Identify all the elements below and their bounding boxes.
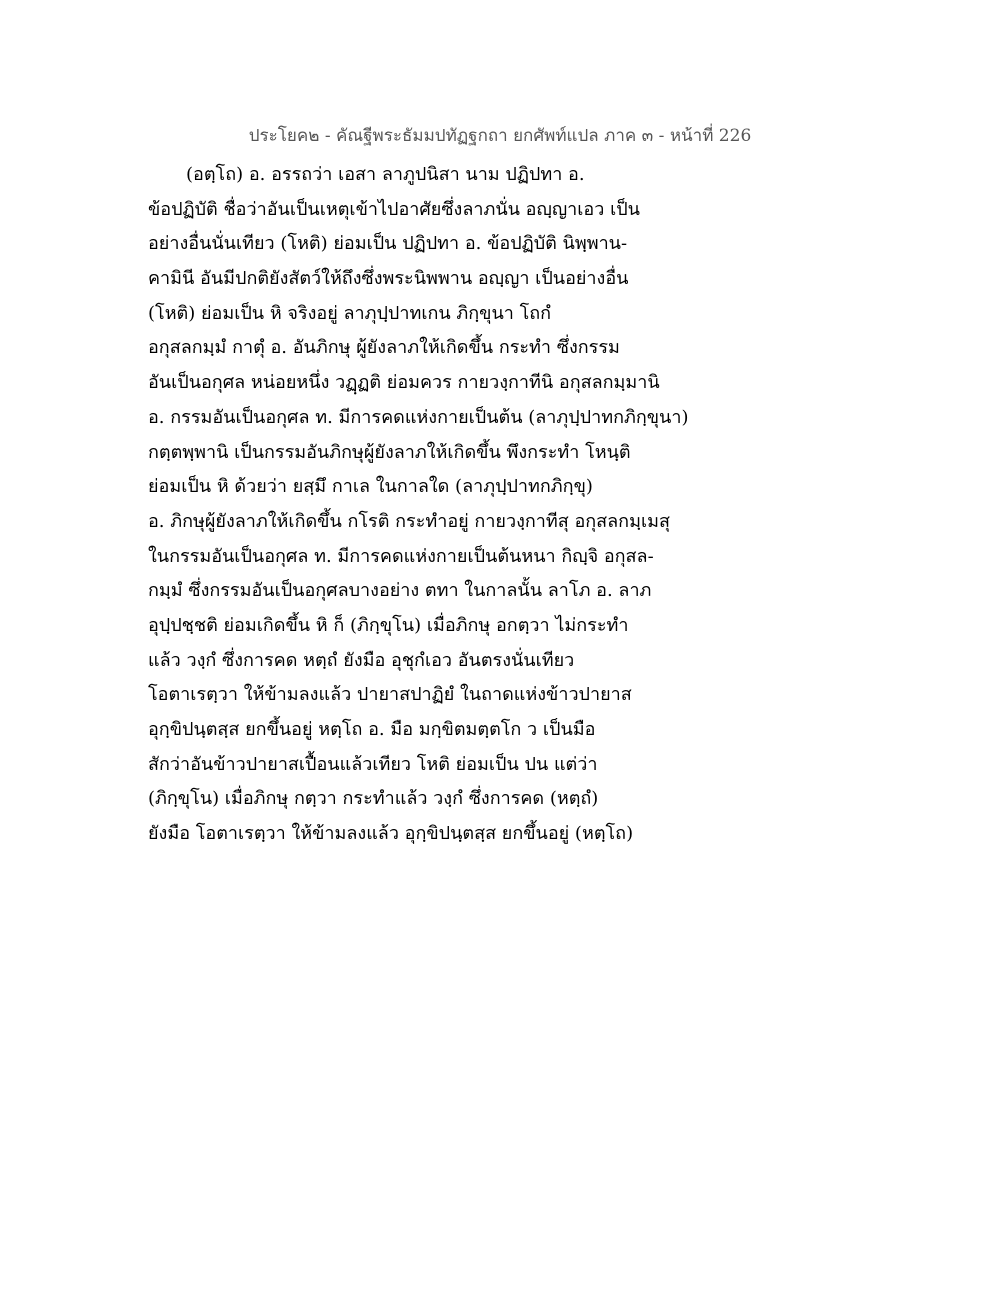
text-line: (ภิกฺขุโน) เมื่อภิกษุ กตฺวา กระทำแล้ว วงฺกํ ซึ่งการคด (หตฺถํ) (148, 788, 599, 810)
text-line: โอตาเรตฺวา ให้ข้ามลงแล้ว ปายาสปาฏิยํ ในถาดแห่งข้าวปายาส (148, 684, 632, 706)
text-line: อย่างอื่นนั่นเทียว (โหติ) ย่อมเป็น ปฏิปทา อ. ข้อปฏิบัติ นิพฺพาน- (148, 233, 628, 255)
text-line: กตฺตพฺพานิ เป็นกรรมอันภิกษุผู้ยังลาภให้เกิดขึ้น พึงกระทำ โหนฺติ (148, 441, 631, 463)
text-line: ในกรรมอันเป็นอกุศล ท. มีการคดแห่งกายเป็นต้นหนา กิญฺจิ อกุสล- (148, 545, 654, 567)
text-line: (อตฺโถ) อ. อรรถว่า เอสา ลาภูปนิสา นาม ปฏิปทา อ. (186, 164, 585, 185)
text-line: ยังมือ โอตาเรตฺวา ให้ข้ามลงแล้ว อุกฺขิปนฺตสฺส ยกขึ้นอยู่ (หตฺโถ) (148, 823, 634, 845)
text-line: อ. ภิกษุผู้ยังลาภให้เกิดขึ้น กโรติ กระทำอยู่ กายวงฺกาทีสุ อกุสลกมฺเมสุ (148, 510, 670, 532)
text-line: (โหติ) ย่อมเป็น หิ จริงอยู่ ลาภุปฺปาทเกน ภิกฺขุนา โถกํ (148, 302, 552, 324)
text-line: อ. กรรมอันเป็นอกุศล ท. มีการคดแห่งกายเป็นต้น (ลาภุปฺปาทกภิกฺขุนา) (148, 406, 689, 428)
text-line: อันเป็นอกุศล หน่อยหนึ่ง วฏฺฏติ ย่อมควร กายวงฺกาทีนิ อกุสลกมฺมานิ (148, 372, 660, 394)
text-line: ข้อปฏิบัติ ชื่อว่าอันเป็นเหตุเข้าไปอาศัยซึ่งลาภนั่น อญฺญาเอว เป็น (148, 198, 640, 220)
page-body-text (148, 158, 848, 852)
text-line: อุกฺขิปนฺตสฺส ยกขึ้นอยู่ หตฺโถ อ. มือ มกฺขิตมตฺตโก ว เป็นมือ (148, 719, 596, 740)
text-line: อุปฺปชฺชติ ย่อมเกิดขึ้น หิ ก็ (ภิกฺขุโน) เมื่อภิกษุ อกตฺวา ไม่กระทำ (148, 614, 629, 636)
text-line: กมฺมํ ซึ่งกรรมอันเป็นอกุศลบางอย่าง ตทา ในกาลนั้น ลาโภ อ. ลาภ (148, 580, 652, 602)
text-line: ย่อมเป็น หิ ด้วยว่า ยสฺมึ กาเล ในกาลใด (ลาภุปฺปาทกภิกฺขุ) (148, 476, 593, 498)
text-line: สักว่าอันข้าวปายาสเปื้อนแล้วเทียว โหติ ย่อมเป็น ปน แต่ว่า (148, 753, 598, 775)
text-line: แล้ว วงฺกํ ซึ่งการคด หตฺถํ ยังมือ อุชุกํเอว อันตรงนั่นเทียว (148, 649, 575, 671)
text-line: อกุสลกมฺมํ กาตุํ อ. อันภิกษุ ผู้ยังลาภให้เกิดขึ้น กระทำ ซึ่งกรรม (148, 337, 620, 359)
page-header: ประโยค๒ - คัณฐีพระธัมมปทัฏฐกถา ยกศัพท์แปล ภาค ๓ - หน้าที่ 226 (248, 126, 752, 146)
text-line: คามินี อันมีปกติยังสัตว์ให้ถึงซึ่งพระนิพพาน อญฺญา เป็นอย่างอื่น (148, 268, 629, 290)
